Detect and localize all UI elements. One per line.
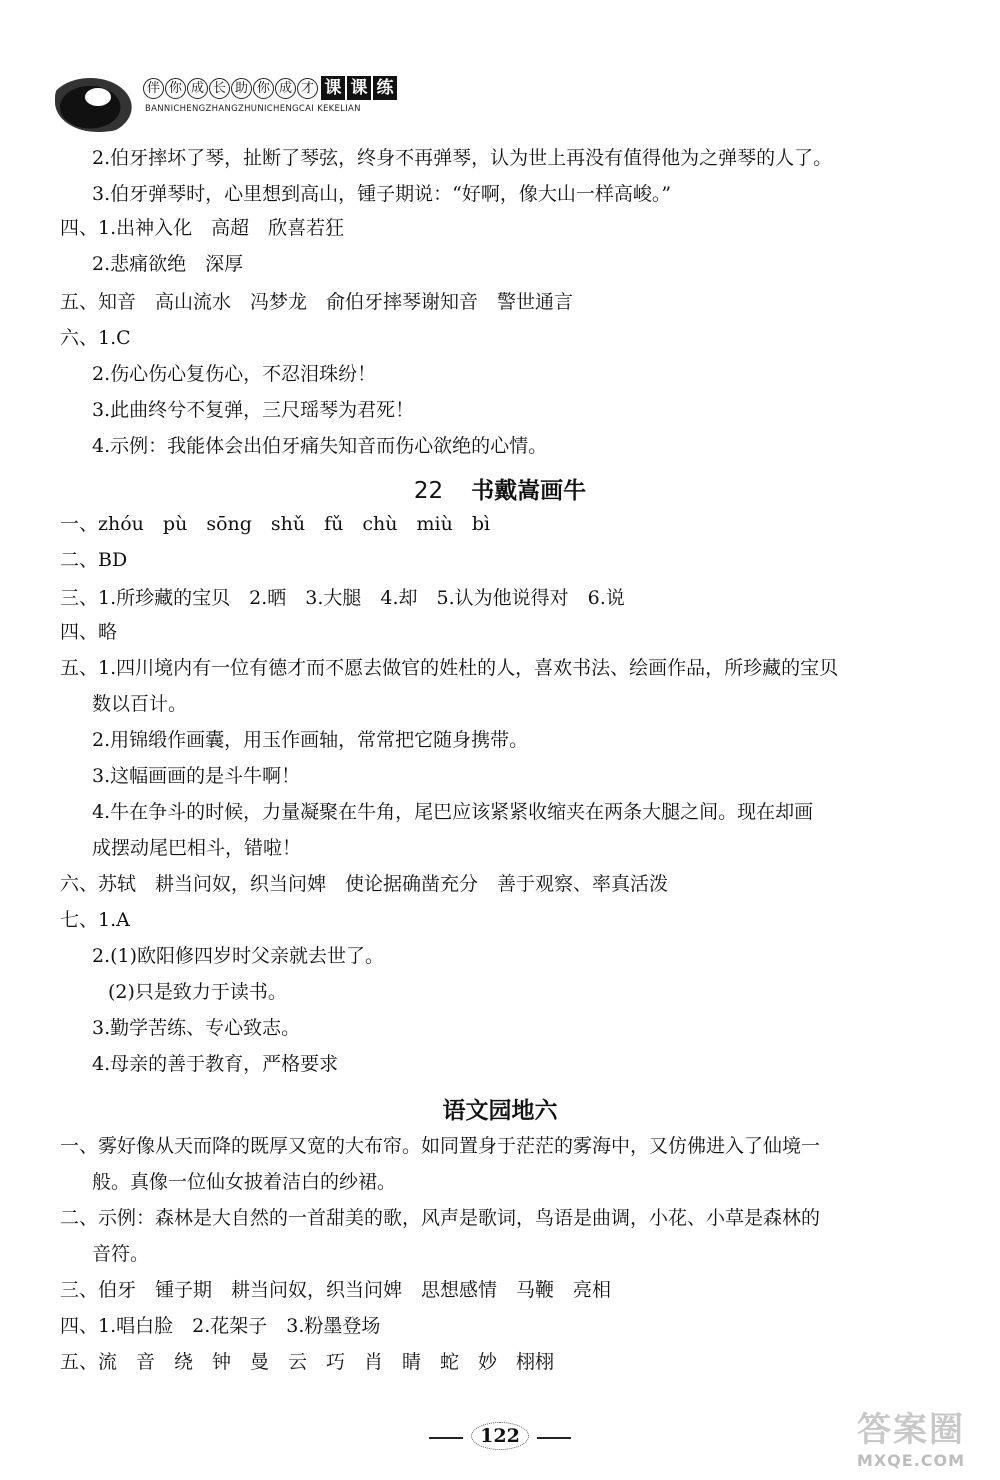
answer-line: 六、1.C bbox=[60, 327, 131, 349]
answer-line: 五、流 音 绕 钟 曼 云 巧 肖 睛 蛇 妙 栩栩 bbox=[60, 1351, 555, 1373]
answer-line: 3.伯牙弹琴时，心里想到高山，锺子期说：“好啊，像大山一样高峻。” bbox=[92, 183, 672, 205]
answer-line: 二、示例：森林是大自然的一首甜美的歌，风声是歌词，鸟语是曲调，小花、小草是森林的 bbox=[60, 1207, 821, 1229]
header-pinyin: BANNICHENGZHANGZHUNICHENGCAI KEKELIAN bbox=[145, 104, 361, 114]
answer-line: 六、苏轼 耕当问奴，织当问婢 使论据确凿充分 善于观察、率真活泼 bbox=[60, 873, 669, 895]
answer-line: 三、伯牙 锺子期 耕当问奴，织当问婢 思想感情 马鞭 亮相 bbox=[60, 1279, 612, 1301]
slogan-char: 伴 bbox=[143, 78, 164, 99]
answer-line: 五、知音 高山流水 冯梦龙 俞伯牙摔琴谢知音 警世通言 bbox=[60, 291, 574, 313]
lesson-title-text: 书戴嵩画牛 bbox=[471, 478, 587, 504]
answer-line: 五、1.四川境内有一位有德才而不愿去做官的姓杜的人，喜欢书法、绘画作品，所珍藏的宝贝 bbox=[60, 657, 839, 679]
slogan-char: 才 bbox=[297, 78, 318, 99]
slogan-char: 成 bbox=[275, 78, 296, 99]
watermark-logo bbox=[836, 1402, 986, 1472]
answer-line: 七、1.A bbox=[60, 909, 130, 931]
brand-char: 练 bbox=[373, 76, 397, 100]
answer-line: 三、1.所珍藏的宝贝 2.晒 3.大腿 4.却 5.认为他说得对 6.说 bbox=[60, 587, 625, 609]
brush-logo-icon bbox=[55, 70, 143, 132]
brand-char: 课 bbox=[321, 76, 345, 100]
answer-line: 一、zhóu pù sōng shǔ fǔ chù miù bì bbox=[60, 513, 491, 535]
footer-rule bbox=[537, 1437, 571, 1439]
book-header bbox=[55, 62, 415, 132]
slogan-char: 你 bbox=[165, 78, 186, 99]
answer-line: 二、BD bbox=[60, 549, 128, 571]
answer-line: 2.伤心伤心复伤心，不忍泪珠纷！ bbox=[92, 363, 377, 385]
answer-line: 4.母亲的善于教育，严格要求 bbox=[92, 1053, 339, 1075]
answer-line: 4.示例：我能体会出伯牙痛失知音而伤心欲绝的心情。 bbox=[92, 435, 548, 457]
page-number: 122 bbox=[471, 1422, 529, 1450]
answer-line: (2)只是致力于读书。 bbox=[108, 981, 287, 1003]
lesson-number: 22 bbox=[413, 478, 444, 504]
answer-line: 数以百计。 bbox=[92, 693, 188, 715]
slogan-char: 你 bbox=[253, 78, 274, 99]
answer-line: 四、1.出神入化 高超 欣喜若狂 bbox=[60, 217, 345, 239]
answer-line: 一、雾好像从天而降的既厚又宽的大布帘。如同置身于茫茫的雾海中，又仿佛进入了仙境一 bbox=[60, 1135, 821, 1157]
answer-line: 2.用锦缎作画囊，用玉作画轴，常常把它随身携带。 bbox=[92, 729, 529, 751]
footer-rule bbox=[429, 1437, 463, 1439]
slogan-char: 成 bbox=[187, 78, 208, 99]
slogan-char: 长 bbox=[209, 78, 230, 99]
watermark-sub: MXQE.COM bbox=[856, 1451, 966, 1470]
answer-line: 音符。 bbox=[92, 1243, 150, 1265]
answer-line: 四、略 bbox=[60, 621, 118, 643]
answer-line: 3.此曲终兮不复弹，三尺瑶琴为君死！ bbox=[92, 399, 415, 421]
answer-line: 2.伯牙摔坏了琴，扯断了琴弦，终身不再弹琴，认为世上再没有值得他为之弹琴的人了。 bbox=[92, 147, 833, 169]
answer-line: 2.悲痛欲绝 深厚 bbox=[92, 253, 244, 275]
answer-line: 成摆动尾巴相斗，错啦！ bbox=[92, 837, 302, 859]
answer-line: 四、1.唱白脸 2.花架子 3.粉墨登场 bbox=[60, 1315, 381, 1337]
lesson-title bbox=[0, 472, 1000, 505]
answer-line: 2.(1)欧阳修四岁时父亲就去世了。 bbox=[92, 945, 385, 967]
answer-line: 4.牛在争斗的时候，力量凝聚在牛角，尾巴应该紧紧收缩夹在两条大腿之间。现在却画 bbox=[92, 801, 814, 823]
watermark-main: 答案圈 bbox=[857, 1410, 965, 1450]
answer-line: 3.勤学苦练、专心致志。 bbox=[92, 1017, 301, 1039]
answer-line: 3.这幅画画的是斗牛啊！ bbox=[92, 765, 301, 787]
header-slogan bbox=[143, 76, 397, 100]
answer-line: 般。真像一位仙女披着洁白的纱裙。 bbox=[92, 1171, 397, 1193]
garden-title: 语文园地六 bbox=[442, 1098, 558, 1124]
slogan-char: 助 bbox=[231, 78, 252, 99]
brand-char: 课 bbox=[347, 76, 371, 100]
